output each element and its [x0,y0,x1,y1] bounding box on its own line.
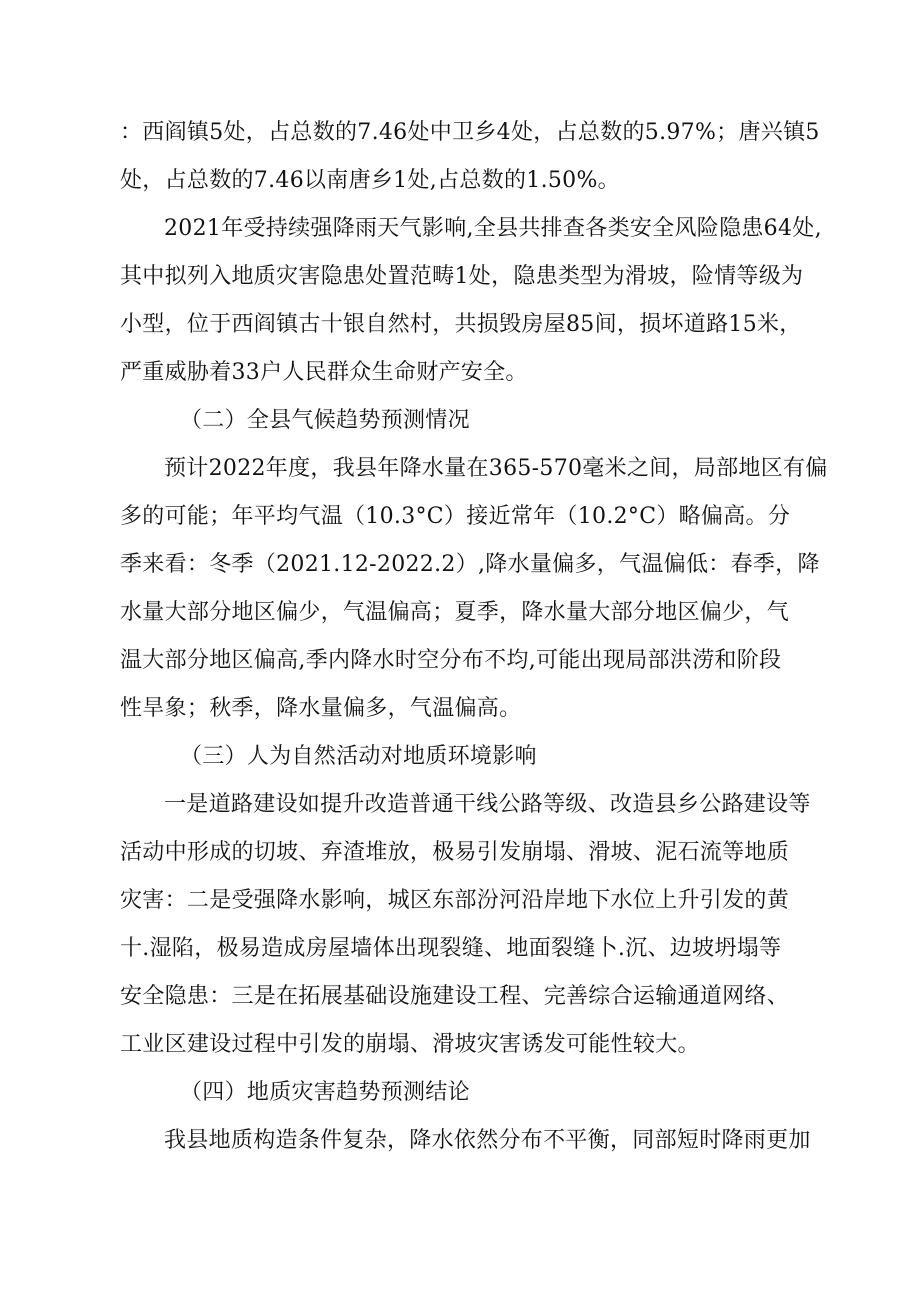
body-text-line: 安全隐患：三是在拓展基础设施建设工程、完善综合运输通道网络、 [120,984,790,1009]
body-text-line: 季来看：冬季（2021.12-2022.2）,降水量偏多，气温偏低：春季，降 [120,552,820,577]
body-text-line: 水量大部分地区偏少，气温偏高；夏季，降水量大部分地区偏少，气 [120,600,790,625]
body-text-line: 处，占总数的7.46以南唐乡1处,占总数的1.50%。 [120,168,620,193]
section-heading: （三）人为自然活动对地质环境影响 [180,744,537,769]
body-text-line: 十.湿陷，极易造成房屋墙体出现裂缝、地面裂缝卜.沉、边坡坍塌等 [120,936,782,961]
paragraph-first-line: 我县地质构造条件复杂，降水依然分布不平衡，同部短时降雨更加 [164,1128,811,1153]
paragraph-first-line: 一是道路建设如提升改造普通干线公路等级、改造县乡公路建设等 [164,792,811,817]
body-text-line: 温大部分地区偏高,季内降水时空分布不均,可能出现局部洪涝和阶段 [120,648,782,673]
body-text-line: 小型，位于西阎镇古十银自然村，共损毁房屋85间，损坏道路15米， [120,312,802,337]
body-text-line: 严重威胁着33户人民群众生命财产安全。 [120,360,528,385]
body-text-line: 其中拟列入地质灾害隐患处置范畴1处，隐患类型为滑坡，险情等级为 [120,264,804,289]
body-text-line: 工业区建设过程中引发的崩塌、滑坡灾害诱发可能性较大。 [120,1032,700,1057]
body-text-line: 活动中形成的切坡、弃渣堆放，极易引发崩塌、滑坡、泥石流等地质 [120,840,790,865]
section-heading: （二）全县气候趋势预测情况 [180,408,470,433]
body-text-line: 多的可能；年平均气温（10.3°C）接近常年（10.2°C）略偏高。分 [120,504,791,529]
body-text-line: 灾害：二是受强降水影响，城区东部汾河沿岸地下水位上升引发的黄 [120,888,790,913]
body-text-line: 性旱象；秋季，降水量偏多，气温偏高。 [120,696,522,721]
section-heading: （四）地质灾害趋势预测结论 [180,1080,470,1105]
body-text-line: ：西阎镇5处，占总数的7.46处中卫乡4处，占总数的5.97%；唐兴镇5 [120,120,820,145]
paragraph-first-line: 2021年受持续强降雨天气影响,全县共排查各类安全风险隐患64处, [164,216,822,241]
paragraph-first-line: 预计2022年度，我县年降水量在365-570毫米之间，局部地区有偏 [164,456,828,481]
